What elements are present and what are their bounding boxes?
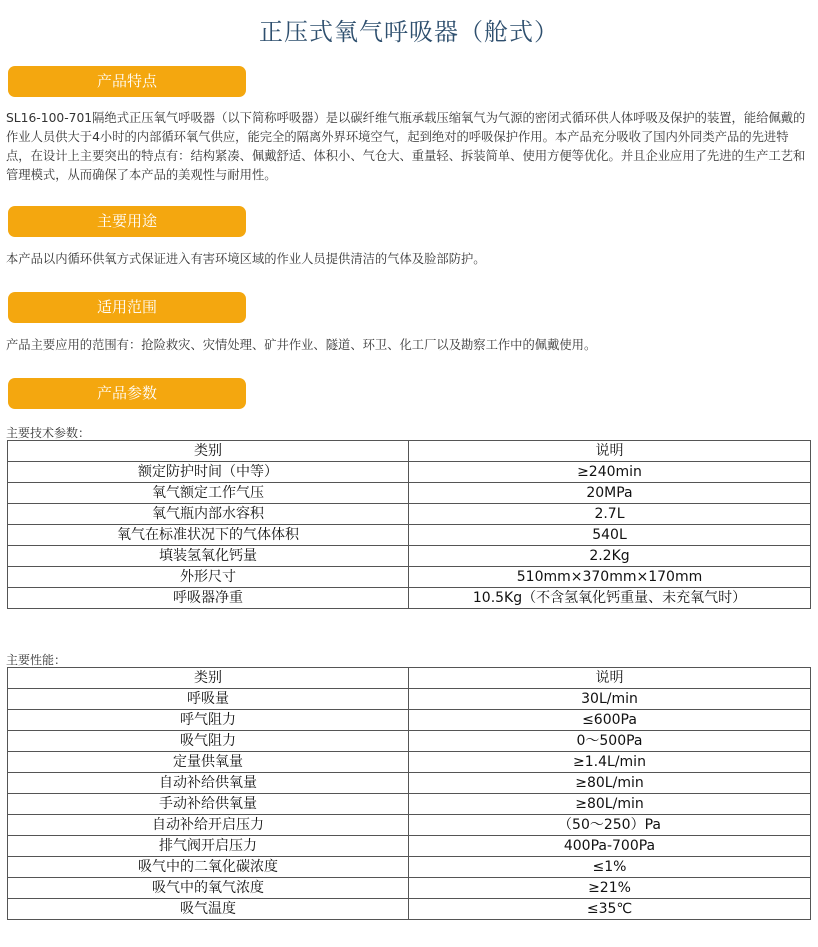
section-heading-features: 产品特点 xyxy=(8,66,246,97)
features-paragraph: SL16-100-701隔绝式正压氧气呼吸器（以下简称呼吸器）是以碳纤维气瓶承载压缩氧气为气源的密闭式循环供人体呼吸及保护的装置，能给佩戴的作业人员供大于4小时的内部循环氧气供应，能完全的隔离外界环境空气，起到绝对的呼吸保护作用。本产品充分吸收了国内外同类产品的先进特点，在设计上主要突出的特点有：结构紧凑、佩戴舒适、体积小、气仓大、重量轻、拆装简单、使用方便等优化。并且企业应用了先进的生产工艺和管理模式，从而确保了本产品的美观性与耐用性。 xyxy=(6,111,806,182)
value-cell: （50～250）Pa xyxy=(409,815,811,836)
value-cell: ≥240min xyxy=(409,462,811,483)
category-cell: 氧气在标准状况下的气体体积 xyxy=(8,525,409,546)
table-header-row xyxy=(8,441,811,462)
value-cell: 400Pa-700Pa xyxy=(409,836,811,857)
performance-table xyxy=(7,667,811,920)
category-cell: 呼吸量 xyxy=(8,689,409,710)
category-cell: 排气阀开启压力 xyxy=(8,836,409,857)
table-row xyxy=(8,525,811,546)
category-cell: 手动补给供氧量 xyxy=(8,794,409,815)
table-header-row xyxy=(8,668,811,689)
category-cell: 氧气额定工作气压 xyxy=(8,483,409,504)
table-row xyxy=(8,483,811,504)
tech-params-table xyxy=(7,440,811,609)
table-row xyxy=(8,794,811,815)
category-cell: 吸气阻力 xyxy=(8,731,409,752)
value-cell: 20MPa xyxy=(409,483,811,504)
usage-paragraph: 本产品以内循环供氧方式保证进入有害环境区域的作业人员提供清洁的气体及脸部防护。 xyxy=(6,252,486,266)
category-cell: 填装氢氧化钙量 xyxy=(8,546,409,567)
category-cell: 吸气中的二氧化碳浓度 xyxy=(8,857,409,878)
table-row xyxy=(8,504,811,525)
value-cell: 510mm×370mm×170mm xyxy=(409,567,811,588)
page-title: 正压式氧气呼吸器（舱式） xyxy=(259,18,559,46)
value-cell: ≤600Pa xyxy=(409,710,811,731)
category-cell: 定量供氧量 xyxy=(8,752,409,773)
value-cell: 2.2Kg xyxy=(409,546,811,567)
category-cell: 氧气瓶内部水容积 xyxy=(8,504,409,525)
table-row xyxy=(8,773,811,794)
perf-table-caption: 主要性能： xyxy=(6,653,67,667)
section-heading-usage: 主要用途 xyxy=(8,206,246,237)
value-cell: 10.5Kg（不含氢氧化钙重量、未充氧气时） xyxy=(409,588,811,609)
value-cell: ≥1.4L/min xyxy=(409,752,811,773)
value-cell: ≥80L/min xyxy=(409,773,811,794)
tech-table-caption: 主要技术参数： xyxy=(6,426,91,440)
table-row xyxy=(8,878,811,899)
table-row xyxy=(8,710,811,731)
table-row xyxy=(8,752,811,773)
scope-paragraph: 产品主要应用的范围有：抢险救灾、灾情处理、矿井作业、隧道、环卫、化工厂以及勘察工作中的佩戴使用。 xyxy=(6,338,597,352)
section-heading-scope: 适用范围 xyxy=(8,292,246,323)
category-cell: 外形尺寸 xyxy=(8,567,409,588)
table-row xyxy=(8,815,811,836)
table-row xyxy=(8,899,811,920)
table-row xyxy=(8,731,811,752)
table-row xyxy=(8,462,811,483)
value-cell: 0～500Pa xyxy=(409,731,811,752)
table-row xyxy=(8,567,811,588)
table-row xyxy=(8,857,811,878)
category-cell: 呼吸器净重 xyxy=(8,588,409,609)
value-cell: 30L/min xyxy=(409,689,811,710)
section-heading-params: 产品参数 xyxy=(8,378,246,409)
value-cell: 540L xyxy=(409,525,811,546)
value-cell: 2.7L xyxy=(409,504,811,525)
table-row xyxy=(8,588,811,609)
value-cell: ≤1% xyxy=(409,857,811,878)
column-header-description: 说明 xyxy=(409,668,811,689)
value-cell: ≥80L/min xyxy=(409,794,811,815)
table-row xyxy=(8,689,811,710)
table-row xyxy=(8,546,811,567)
category-cell: 自动补给开启压力 xyxy=(8,815,409,836)
category-cell: 额定防护时间（中等） xyxy=(8,462,409,483)
table-row xyxy=(8,836,811,857)
column-header-description: 说明 xyxy=(409,441,811,462)
category-cell: 吸气中的氧气浓度 xyxy=(8,878,409,899)
category-cell: 呼气阻力 xyxy=(8,710,409,731)
category-cell: 吸气温度 xyxy=(8,899,409,920)
value-cell: ≥21% xyxy=(409,878,811,899)
value-cell: ≤35℃ xyxy=(409,899,811,920)
column-header-category: 类别 xyxy=(8,441,409,462)
column-header-category: 类别 xyxy=(8,668,409,689)
category-cell: 自动补给供氧量 xyxy=(8,773,409,794)
